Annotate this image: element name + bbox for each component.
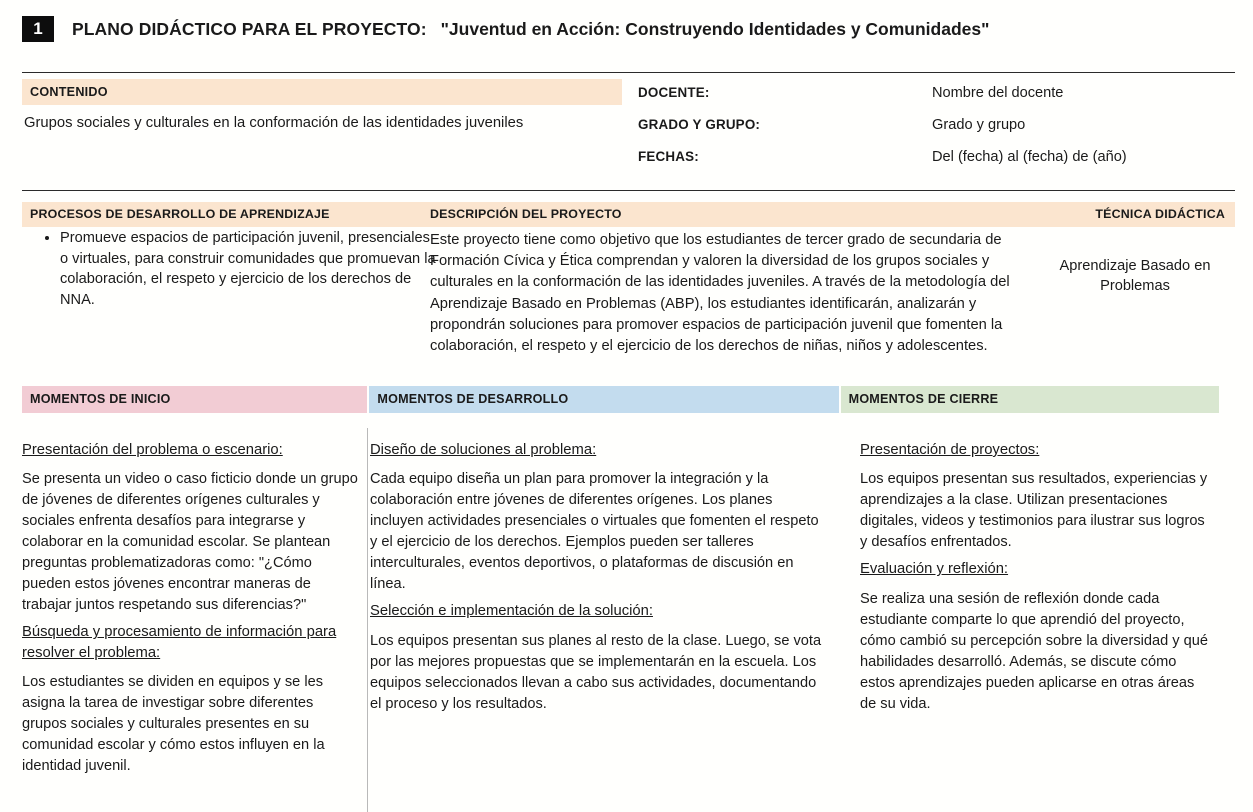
meta-row	[638, 85, 1235, 101]
divider-middle	[22, 190, 1235, 191]
momentos-desarrollo-heading: MOMENTOS DE DESARROLLO	[369, 386, 838, 413]
content-and-meta-band	[0, 79, 1253, 187]
contenido-text: Grupos sociales y culturales en la conformación de las identidades juveniles	[24, 115, 524, 131]
momentos-cierre-column	[842, 440, 1219, 721]
momentos-cierre-heading: MOMENTOS DE CIERRE	[841, 386, 1219, 413]
list-item: • Promueve espacios de participación juvenil, presenciales o virtuales, para construir comunidades que promuevan la colaboración, el respeto y ejercicio de los derechos de NNA.	[60, 228, 440, 311]
descripcion-text: Este proyecto tiene como objetivo que los estudiantes de tercer grado de secundaria de Formación Cívica y Ética comprendan y valoren la diversidad de los grupos sociales y culturales en la conformación de las identidades juveniles. A través de la metodología del Aprendizaje Basado en Problemas (ABP), los estudiantes identificarán, analizarán y propondrán soluciones para promover espacios de participación juvenil que fomenten la colaboración, el respeto y el ejercicio de los derechos de niñas, niños y adolescentes.	[430, 232, 1010, 354]
meta-row	[638, 149, 1235, 165]
block-text: Se presenta un video o caso ficticio donde un grupo de jóvenes de diferentes orígenes culturales y sociales enfrenta desafíos para integrarse y colaborar en la comunidad escolar. Se plantean preguntas problematizadoras como: "¿Cómo pueden estos jóvenes encontrar maneras de trabajar juntos respetando sus diferencias?"	[22, 471, 358, 614]
meta-row	[638, 117, 1235, 133]
tecnica-heading: TÉCNICA DIDÁCTICA	[1095, 207, 1225, 221]
momentos-inicio-heading: MOMENTOS DE INICIO	[22, 386, 367, 413]
column-divider	[367, 428, 368, 812]
block-text: Los estudiantes se dividen en equipos y se les asigna la tarea de investigar sobre diferentes grupos sociales y culturales presentes en su comunidad escolar y cómo estos influyen en la identidad juvenil.	[22, 674, 325, 775]
block-text: Cada equipo diseña un plan para promover la integración y la colaboración entre jóvenes de diferentes orígenes. Los planes incluyen actividades presenciales o virtuales que fomenten el respeto y el ejercicio de los derechos. Ejemplos pueden ser talleres interculturales, eventos deportivos, o plataformas de discusión en línea.	[370, 471, 819, 593]
divider-top	[22, 72, 1235, 73]
tecnica-text: Aprendizaje Basado en Problemas	[1059, 258, 1211, 295]
contenido-column	[22, 79, 622, 134]
content-block	[370, 601, 826, 714]
project-title: "Juventud en Acción: Construyendo Identidades y Comunidades"	[440, 18, 990, 39]
content-block	[22, 622, 360, 777]
fechas-label: FECHAS:	[638, 149, 699, 164]
docente-value: Nombre del docente	[932, 85, 1064, 101]
block-subheading: Presentación de proyectos:	[860, 442, 1040, 458]
block-text: Se realiza una sesión de reflexión donde cada estudiante comparte lo que aprendió del proyecto, cómo cambió su percepción sobre la diversidad y qué habilidades desarrolló. Además, se discute cómo estos aprendizajes pueden aplicarse en otras áreas de su vida.	[860, 590, 1209, 712]
pda-body	[22, 228, 1235, 368]
momentos-header-band	[22, 386, 1219, 413]
block-text: Los equipos presentan sus resultados, experiencias y aprendizajes a la clase. Utilizan presentaciones digitales, videos y testimonios para ilustrar sus logros y desafíos enfrentados.	[860, 471, 1208, 551]
block-subheading: Evaluación y reflexión:	[860, 561, 1009, 578]
momentos-inicio-column	[22, 440, 368, 783]
block-subheading: Presentación del problema o escenario:	[22, 442, 283, 458]
document-title-row	[0, 0, 1253, 44]
content-block	[370, 440, 826, 595]
momentos-body	[22, 440, 1219, 812]
pda-header-band	[22, 202, 1235, 227]
page-title: PLANO DIDÁCTICO PARA EL PROYECTO:	[72, 18, 427, 39]
content-block	[860, 440, 1211, 553]
content-block	[22, 440, 360, 616]
section-number-badge: 1	[22, 16, 54, 42]
contenido-heading: CONTENIDO	[22, 79, 622, 105]
block-text: Los equipos presentan sus planes al resto de la clase. Luego, se vota por las mejores propuestas que se implementarán en la escuela. Los equipos seleccionados llevan a cabo sus actividades, documentando el proceso y los resultados.	[370, 632, 822, 712]
procesos-heading: PROCESOS DE DESARROLLO DE APRENDIZAJE	[30, 207, 330, 221]
block-subheading: Selección e implementación de la solución:	[370, 603, 653, 620]
grado-grupo-value: Grado y grupo	[932, 117, 1026, 133]
block-subheading: Diseño de soluciones al problema:	[370, 442, 597, 458]
procesos-list	[22, 228, 440, 311]
meta-column	[638, 85, 1235, 181]
grado-grupo-label: GRADO Y GRUPO:	[638, 117, 761, 132]
content-block	[860, 559, 1211, 714]
momentos-desarrollo-column	[370, 440, 840, 721]
docente-label: DOCENTE:	[638, 85, 710, 100]
fechas-value: Del (fecha) al (fecha) de (año)	[932, 149, 1127, 165]
descripcion-heading: DESCRIPCIÓN DEL PROYECTO	[430, 207, 622, 221]
block-subheading: Búsqueda y procesamiento de información para resolver el problema:	[22, 624, 337, 661]
